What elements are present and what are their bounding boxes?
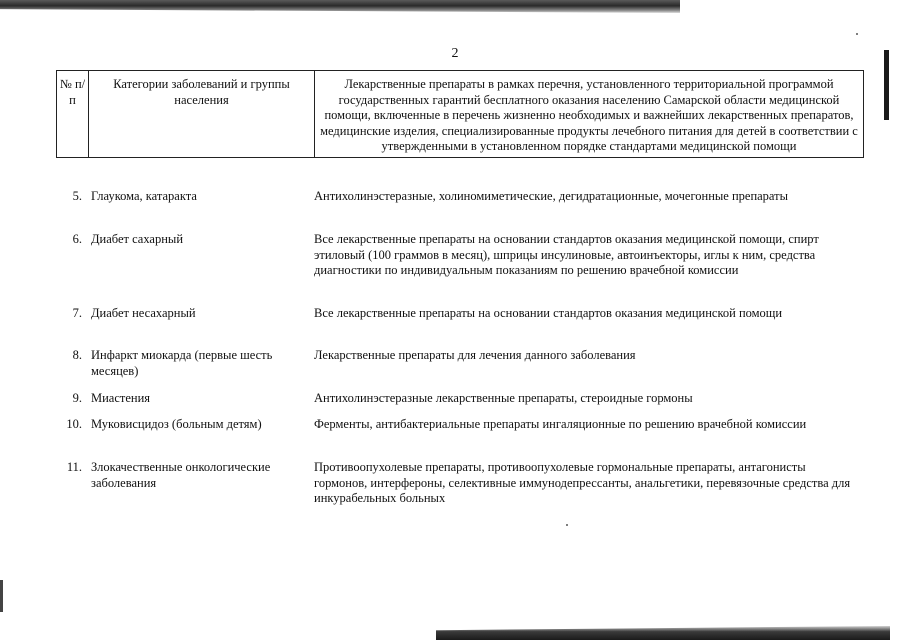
row-drugs: Антихолинэстеразные лекарственные препараты, стероидные гормоны: [314, 391, 693, 405]
row-drugs: Антихолинэстеразные, холиномиметические, дегидратационные, мочегонные препараты: [314, 189, 789, 203]
page-number: 2: [451, 46, 459, 61]
header-drugs-cell: [315, 71, 864, 158]
header-num-cell: [57, 71, 89, 158]
row-number: 11.: [66, 460, 82, 474]
scan-speck: [856, 33, 858, 35]
header-drugs-label: Лекарственные препараты в рамках перечня, установленного территориальной программой государственных гарантий бесплатного оказания населению Самарской области медицинской помощи, включенные в перечень жизненно необходимых и важнейших лекарственных препаратов, медицинские изделия, специализированные продукты лечебного питания для детей в соответствии с утвержденными в установленном порядке стандартами медицинской помощи: [320, 77, 858, 153]
row-number: 7.: [72, 306, 82, 320]
row-number: 6.: [72, 232, 82, 246]
row-drugs: Ферменты, антибактериальные препараты ингаляционные по решению врачебной комиссии: [314, 417, 807, 431]
header-category-cell: [89, 71, 315, 158]
row-drugs: Все лекарственные препараты на основании стандартов оказания медицинской помощи, спирт этиловый (100 граммов в месяц), шприцы инсулиновые, автоинъекторы, иглы к ним, средства диагностики по индивидуальным показаниям по решению врачебной комиссии: [314, 232, 819, 277]
table-header: [56, 70, 864, 158]
row-number: 5.: [72, 189, 82, 203]
scan-edge-left: [0, 580, 3, 612]
scan-edge-bottom: [436, 626, 890, 640]
row-drugs: Все лекарственные препараты на основании стандартов оказания медицинской помощи: [314, 306, 783, 320]
row-category: Злокачественные онкологические заболевания: [91, 460, 271, 490]
row-category: Диабет сахарный: [91, 232, 184, 246]
scan-edge-right: [884, 50, 889, 120]
row-category: Миастения: [91, 391, 151, 405]
row-category: Диабет несахарный: [91, 306, 196, 320]
header-category-label: Категории заболеваний и группы населения: [113, 77, 290, 107]
row-category: Инфаркт миокарда (первые шесть месяцев): [91, 348, 273, 378]
scan-speck: [566, 524, 568, 526]
row-number: 10.: [66, 417, 82, 431]
row-category: Глаукома, катаракта: [91, 189, 197, 203]
scan-edge-top: [0, 0, 680, 13]
row-drugs: Противоопухолевые препараты, противоопухолевые гормональные препараты, антагонисты гормонов, интерфероны, селективные иммунодепрессанты, анальгетики, перевязочные средства для инкурабельных больных: [314, 460, 851, 505]
row-number: 8.: [72, 348, 82, 362]
row-drugs: Лекарственные препараты для лечения данного заболевания: [314, 348, 636, 362]
header-num-label: № п/п: [59, 77, 86, 107]
row-category: Муковисцидоз (больным детям): [91, 417, 262, 431]
row-number: 9.: [72, 391, 82, 405]
